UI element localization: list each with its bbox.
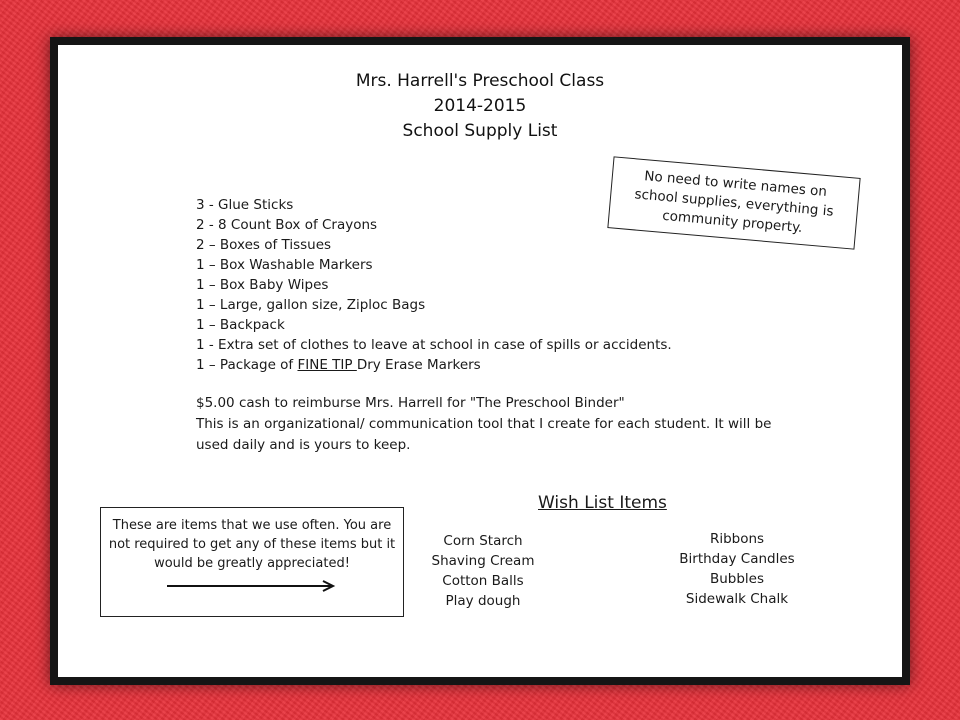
school-year: 2014-2015	[433, 96, 527, 116]
class-title: Mrs. Harrell's Preschool Class	[355, 71, 605, 91]
list-title: School Supply List	[402, 121, 558, 141]
wish-item: Corn Starch	[443, 533, 523, 549]
picture-frame	[50, 37, 910, 685]
fine-tip-text: FINE TIP	[297, 357, 357, 373]
names-note-text: No need to write names on school supplies, everything is community property.	[633, 167, 835, 236]
supply-item: 2 – Boxes of Tissues	[196, 237, 332, 253]
arrow-right-icon	[167, 580, 337, 592]
supply-item: 1 – Backpack	[196, 317, 285, 333]
wish-item: Birthday Candles	[679, 551, 795, 567]
wish-list-info-box	[100, 507, 404, 617]
wish-list-column-1	[420, 531, 546, 611]
supply-list-sheet	[58, 45, 902, 677]
supply-list	[196, 195, 672, 375]
supply-item-markers	[196, 355, 672, 375]
wish-item: Sidewalk Chalk	[685, 591, 789, 607]
supply-item: 1 - Extra set of clothes to leave at school in case of spills or accidents.	[196, 337, 672, 353]
supply-item: 3 - Glue Sticks	[196, 197, 294, 213]
supply-item: 1 – Box Washable Markers	[196, 257, 373, 273]
page-header	[58, 69, 902, 144]
binder-description: This is an organizational/ communication tool that I create for each student. It will be used daily and is yours to keep.	[196, 416, 772, 453]
wish-list-title: Wish List Items	[538, 493, 667, 513]
supply-item: 2 - 8 Count Box of Crayons	[196, 217, 378, 233]
markers-suffix: Dry Erase Markers	[356, 357, 481, 373]
wish-item: Ribbons	[709, 531, 765, 547]
supply-item: 1 – Box Baby Wipes	[196, 277, 329, 293]
wish-item: Cotton Balls	[442, 573, 524, 589]
markers-prefix: 1 – Package of	[196, 357, 298, 373]
wish-item: Bubbles	[709, 571, 765, 587]
wish-item: Play dough	[445, 593, 521, 609]
wish-item: Shaving Cream	[431, 553, 535, 569]
supply-item: 1 – Large, gallon size, Ziploc Bags	[196, 297, 426, 313]
binder-reimbursement	[196, 393, 796, 456]
reimbursement-line: $5.00 cash to reimburse Mrs. Harrell for "The Preschool Binder"	[196, 395, 625, 411]
wish-list-column-2	[658, 529, 816, 609]
wish-list-info-text: These are items that we use often. You are not required to get any of these items but it would be greatly appreciated!	[108, 518, 396, 571]
